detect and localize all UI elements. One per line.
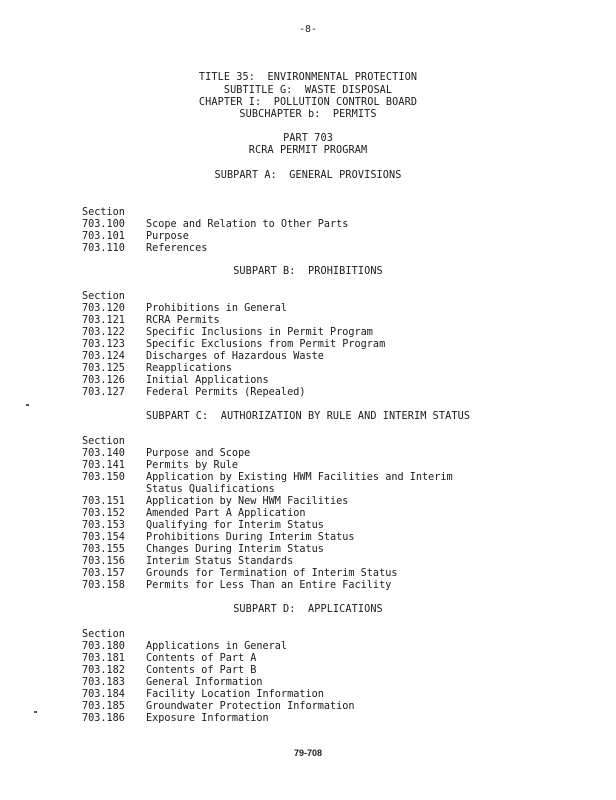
section-number: 703.155 [82, 544, 125, 555]
section-title: Prohibitions During Interim Status [146, 532, 355, 543]
part-heading: PART 703 [283, 133, 333, 144]
section-title: Amended Part A Application [146, 508, 306, 519]
section-number: 703.150 [82, 472, 125, 483]
section-number: 703.100 [82, 219, 125, 230]
section-number: 703.183 [82, 677, 125, 688]
section-number: 703.182 [82, 665, 125, 676]
section-title: Specific Inclusions in Permit Program [146, 327, 373, 338]
section-number: 703.181 [82, 653, 125, 664]
section-title: Reapplications [146, 363, 232, 374]
section-number: 703.157 [82, 568, 125, 579]
section-title: Groundwater Protection Information [146, 701, 355, 712]
section-number: 703.151 [82, 496, 125, 507]
section-title: Grounds for Termination of Interim Status [146, 568, 398, 579]
section-title: References [146, 243, 208, 254]
scan-speck [26, 404, 29, 406]
section-number: 703.141 [82, 460, 125, 471]
section-title: Initial Applications [146, 375, 269, 386]
section-number: 703.153 [82, 520, 125, 531]
section-number: 703.184 [82, 689, 125, 700]
section-number: 703.122 [82, 327, 125, 338]
section-title: Prohibitions in General [146, 303, 288, 314]
title-heading: TITLE 35: ENVIRONMENTAL PROTECTION [198, 72, 418, 83]
section-label: Section [82, 629, 125, 640]
scan-speck [34, 711, 37, 713]
section-number: 703.152 [82, 508, 125, 519]
section-title: Qualifying for Interim Status [146, 520, 324, 531]
section-title: Scope and Relation to Other Parts [146, 219, 349, 230]
section-number: 703.140 [82, 448, 125, 459]
section-title: Application by New HWM Facilities [146, 496, 349, 507]
page-number: -8- [298, 24, 318, 35]
section-title-continuation: Status Qualifications [146, 484, 275, 495]
chapter-heading: CHAPTER I: POLLUTION CONTROL BOARD [198, 97, 418, 108]
section-title: Changes During Interim Status [146, 544, 324, 555]
section-number: 703.158 [82, 580, 125, 591]
section-number: 703.126 [82, 375, 125, 386]
subchapter-heading: SUBCHAPTER b: PERMITS [239, 109, 377, 120]
section-number: 703.124 [82, 351, 125, 362]
subtitle-heading: SUBTITLE G: WASTE DISPOSAL [223, 85, 393, 96]
subpart-b-heading: SUBPART B: PROHIBITIONS [233, 266, 383, 277]
page-footer: 79-708 [293, 748, 323, 758]
section-title: Discharges of Hazardous Waste [146, 351, 324, 362]
subpart-c-heading: SUBPART C: AUTHORIZATION BY RULE AND INTERIM STATUS [145, 411, 471, 422]
section-number: 703.110 [82, 243, 125, 254]
section-title: Contents of Part B [146, 665, 257, 676]
section-title: Specific Exclusions from Permit Program [146, 339, 386, 350]
program-heading: RCRA PERMIT PROGRAM [248, 145, 368, 156]
section-label: Section [82, 436, 125, 447]
section-number: 703.101 [82, 231, 125, 242]
section-title: Permits for Less Than an Entire Facility [146, 580, 392, 591]
section-title: Interim Status Standards [146, 556, 294, 567]
section-number: 703.120 [82, 303, 125, 314]
section-title: Purpose [146, 231, 189, 242]
section-number: 703.156 [82, 556, 125, 567]
section-label: Section [82, 291, 125, 302]
section-title: RCRA Permits [146, 315, 220, 326]
section-label: Section [82, 207, 125, 218]
section-title: Application by Existing HWM Facilities and Interim [146, 472, 453, 483]
section-title: Applications in General [146, 641, 288, 652]
section-number: 703.121 [82, 315, 125, 326]
section-title: Purpose and Scope [146, 448, 251, 459]
section-number: 703.180 [82, 641, 125, 652]
section-title: Exposure Information [146, 713, 269, 724]
section-title: Federal Permits (Repealed) [146, 387, 306, 398]
section-number: 703.154 [82, 532, 125, 543]
section-title: Contents of Part A [146, 653, 257, 664]
section-number: 703.125 [82, 363, 125, 374]
section-title: General Information [146, 677, 263, 688]
section-title: Permits by Rule [146, 460, 239, 471]
section-title: Facility Location Information [146, 689, 324, 700]
section-number: 703.185 [82, 701, 125, 712]
section-number: 703.186 [82, 713, 125, 724]
section-number: 703.127 [82, 387, 125, 398]
subpart-d-heading: SUBPART D: APPLICATIONS [233, 604, 383, 615]
section-number: 703.123 [82, 339, 125, 350]
subpart-a-heading: SUBPART A: GENERAL PROVISIONS [214, 170, 402, 181]
